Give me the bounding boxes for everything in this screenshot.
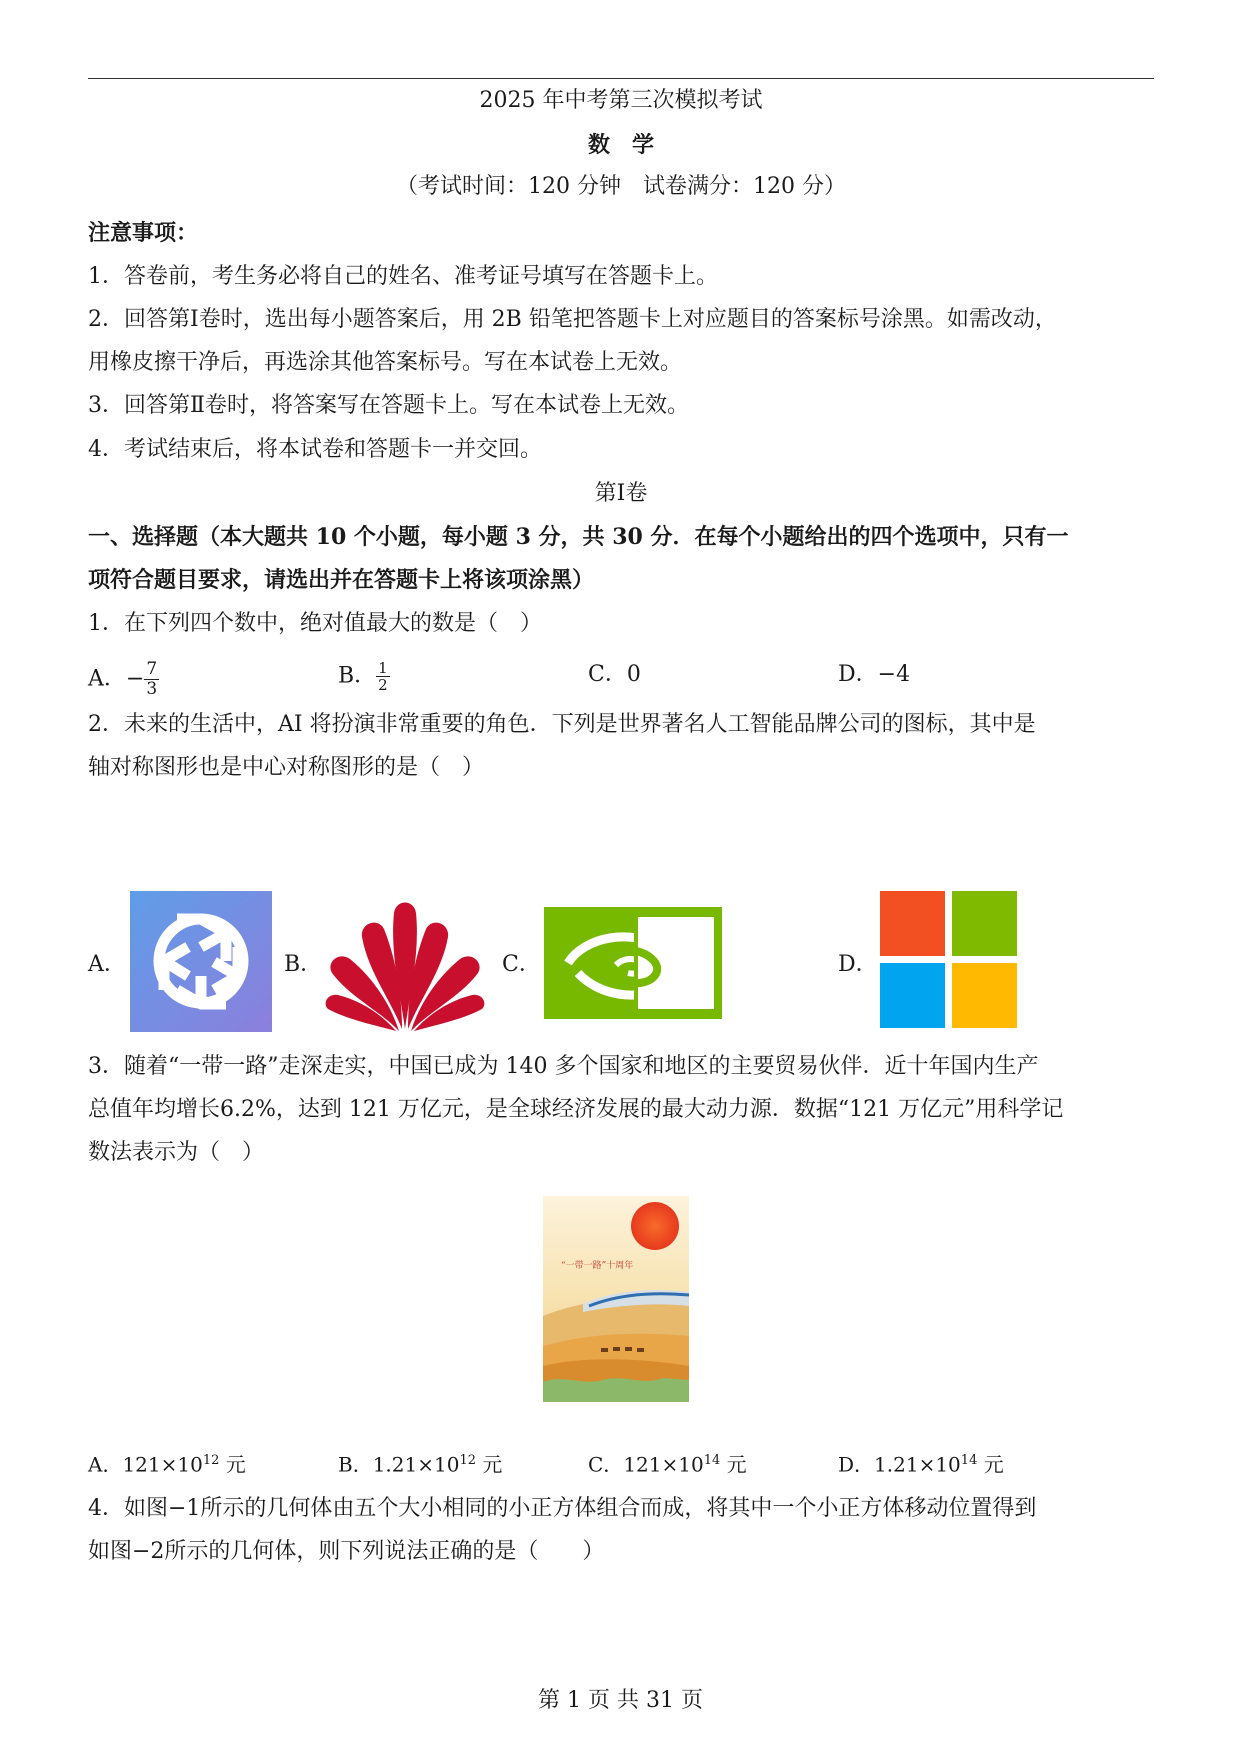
exam-title: 2025 年中考第三次模拟考试: [479, 88, 763, 113]
q4-stem-cont: 如图−2所示的几何体，则下列说法正确的是（ ）: [88, 1539, 605, 1564]
notice-item-3: 3．回答第Ⅱ卷时，将答案写在答题卡上。写在本试卷上无效。: [88, 393, 689, 418]
poster-caption: “一带一路”十周年: [561, 1261, 634, 1271]
q1-a-fraction: $\frac{7}{3}$: [146, 659, 158, 699]
microsoft-logo-icon: [880, 891, 1017, 1028]
q3-option-d: D．$1.21\times 10^{14}$ 元: [838, 1452, 1004, 1477]
q1-option-a: A．− $\frac{7}{3}$: [88, 659, 158, 699]
q3-option-a: A．$121\times 10^{12}$ 元: [88, 1452, 246, 1477]
part-one-heading: 第Ⅰ卷: [594, 481, 648, 506]
q2-label-b: B．: [284, 952, 323, 977]
section-one-heading: 一、选择题（本大题共 10 个小题，每小题 3 分，共 30 分．在每个小题给出的四个选项中，只有一: [88, 524, 1069, 550]
notice-heading: 注意事项：: [88, 220, 199, 246]
q2-stem: 2．未来的生活中，AI 将扮演非常重要的角色．下列是世界著名人工智能品牌公司的图标，其中是: [88, 712, 1036, 737]
q2-stem-cont: 轴对称图形也是中心对称图形的是（ ）: [88, 755, 485, 780]
notice-item-2-cont: 用橡皮擦干净后，再选涂其他答案标号。写在本试卷上无效。: [88, 350, 683, 375]
huawei-logo-icon: [324, 893, 486, 1031]
notice-item-1: 1．答卷前，考生务必将自己的姓名、准考证号填写在答题卡上。: [88, 264, 718, 289]
page-footer: 第 1 页 共 31 页: [538, 1688, 703, 1713]
openai-logo-icon: [130, 891, 272, 1032]
q1-stem: 1．在下列四个数中，绝对值最大的数是（ ）: [88, 611, 542, 636]
q3-option-b: B．$1.21\times 10^{12}$ 元: [338, 1452, 503, 1477]
q4-stem: 4．如图−1所示的几何体由五个大小相同的小正方体组合而成，将其中一个小正方体移动位置得到: [88, 1496, 1037, 1521]
q3-option-c: C．$121\times 10^{14}$ 元: [588, 1452, 747, 1477]
q2-label-d: D．: [838, 952, 878, 977]
notice-item-4: 4．考试结束后，将本试卷和答题卡一并交回。: [88, 437, 542, 462]
nvidia-logo-icon: [544, 907, 722, 1019]
q3-stem-cont-1: 总值年均增长6.2%，达到 121 万亿元，是全球经济发展的最大动力源．数据“121 万亿元”用科学记: [88, 1097, 1064, 1122]
top-rule: [88, 78, 1154, 79]
q2-label-c: C．: [502, 952, 541, 977]
belt-and-road-poster-image: [543, 1196, 689, 1402]
notice-item-2: 2．回答第Ⅰ卷时，选出每小题答案后，用 2B 铅笔把答题卡上对应题目的答案标号涂黑。如需改动，: [88, 307, 1057, 332]
subject-title: 数 学: [587, 132, 654, 158]
q1-option-b: B． $\frac{1}{2}$: [338, 659, 388, 694]
q1-b-fraction: $\frac{1}{2}$: [378, 659, 388, 694]
q1-option-d: D．−4: [838, 662, 911, 687]
q2-label-a: A．: [88, 952, 126, 977]
exam-info: （考试时间：120 分钟 试卷满分：120 分）: [396, 174, 846, 199]
q3-stem-cont-2: 数法表示为（ ）: [88, 1140, 265, 1165]
section-one-heading-cont: 项符合题目要求，请选出并在答题卡上将该项涂黑）: [88, 567, 595, 593]
q1-option-c: C．0: [588, 662, 641, 687]
q3-stem: 3．随着“一带一路”走深走实，中国已成为 140 多个国家和地区的主要贸易伙伴．近十年国内生产: [88, 1054, 1039, 1079]
